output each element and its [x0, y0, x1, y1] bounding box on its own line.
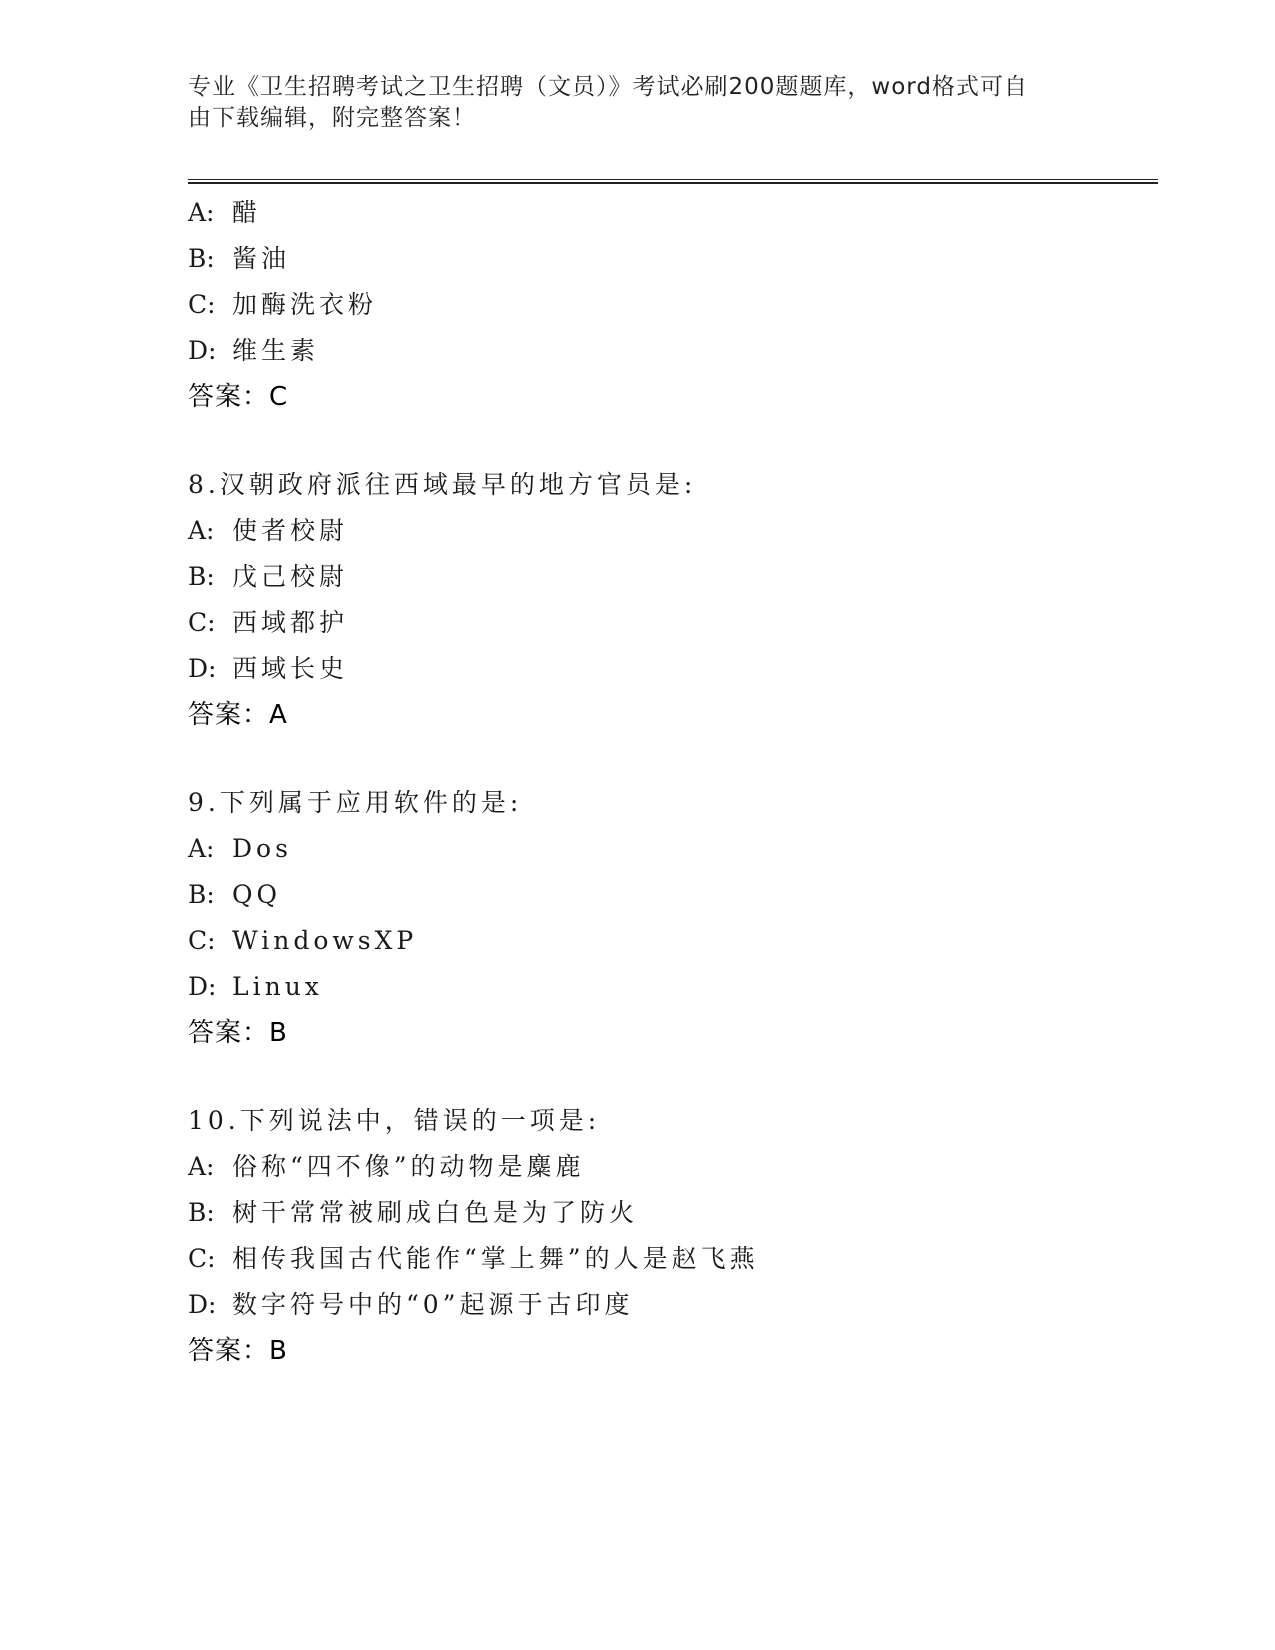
option-letter: D:	[188, 336, 217, 365]
option-text: QQ	[232, 880, 281, 909]
answer-line: 答案：B	[188, 1336, 288, 1366]
question-list	[188, 190, 1148, 1416]
option-letter: C:	[188, 1244, 216, 1273]
header-line-1: 专业《卫生招聘考试之卫生招聘（文员）》考试必刷200题题库，word格式可自	[188, 74, 1028, 100]
question-stem: 9.下列属于应用软件的是:	[188, 788, 523, 817]
option-text: 醋	[232, 198, 262, 227]
question-block	[188, 780, 1148, 1056]
option-line	[188, 872, 1148, 918]
option-letter: A:	[188, 834, 215, 863]
option-text: 加酶洗衣粉	[232, 290, 378, 319]
answer-line: 答案：A	[188, 700, 288, 730]
question-block	[188, 462, 1148, 738]
option-text: 西域长史	[232, 654, 349, 683]
option-text: 相传我国古代能作“掌上舞”的人是赵飞燕	[232, 1244, 759, 1273]
option-line	[188, 1282, 1148, 1328]
option-letter: D:	[188, 972, 217, 1001]
option-letter: D:	[188, 1290, 217, 1319]
option-letter: B:	[188, 562, 215, 591]
option-text: Dos	[232, 834, 292, 863]
option-text: WindowsXP	[232, 926, 418, 955]
option-letter: C:	[188, 926, 216, 955]
option-letter: B:	[188, 880, 215, 909]
option-line	[188, 1190, 1148, 1236]
question-block	[188, 1098, 1148, 1374]
option-text: 树干常常被刷成白色是为了防火	[232, 1198, 639, 1227]
option-line	[188, 508, 1148, 554]
option-line	[188, 328, 1148, 374]
option-letter: C:	[188, 608, 216, 637]
document-header	[188, 72, 1068, 134]
option-letter: A:	[188, 516, 215, 545]
option-text: 维生素	[232, 336, 320, 365]
question-stem: 10.下列说法中，错误的一项是:	[188, 1106, 601, 1135]
question-stem: 8.汉朝政府派往西域最早的地方官员是:	[188, 470, 697, 499]
header-line-2: 由下载编辑，附完整答案！	[188, 105, 476, 131]
option-text: 俗称“四不像”的动物是麋鹿	[232, 1152, 585, 1181]
option-line	[188, 964, 1148, 1010]
header-divider-thick	[188, 182, 1158, 184]
option-letter: D:	[188, 654, 217, 683]
option-line	[188, 554, 1148, 600]
answer-line: 答案：B	[188, 1018, 288, 1048]
option-letter: C:	[188, 290, 216, 319]
option-text: 数字符号中的“0”起源于古印度	[232, 1290, 634, 1319]
option-text: Linux	[232, 972, 323, 1001]
option-text: 戊己校尉	[232, 562, 349, 591]
option-line	[188, 646, 1148, 692]
option-line	[188, 190, 1148, 236]
option-line	[188, 282, 1148, 328]
option-text: 使者校尉	[232, 516, 349, 545]
header-divider-thin	[188, 179, 1158, 180]
answer-line: 答案：C	[188, 382, 289, 412]
option-line	[188, 918, 1148, 964]
option-letter: A:	[188, 198, 215, 227]
option-line	[188, 236, 1148, 282]
option-letter: A:	[188, 1152, 215, 1181]
option-line	[188, 826, 1148, 872]
question-block	[188, 190, 1148, 420]
option-line	[188, 1144, 1148, 1190]
option-line	[188, 1236, 1148, 1282]
option-text: 酱油	[232, 244, 291, 273]
option-letter: B:	[188, 244, 215, 273]
option-letter: B:	[188, 1198, 215, 1227]
option-line	[188, 600, 1148, 646]
option-text: 西域都护	[232, 608, 349, 637]
